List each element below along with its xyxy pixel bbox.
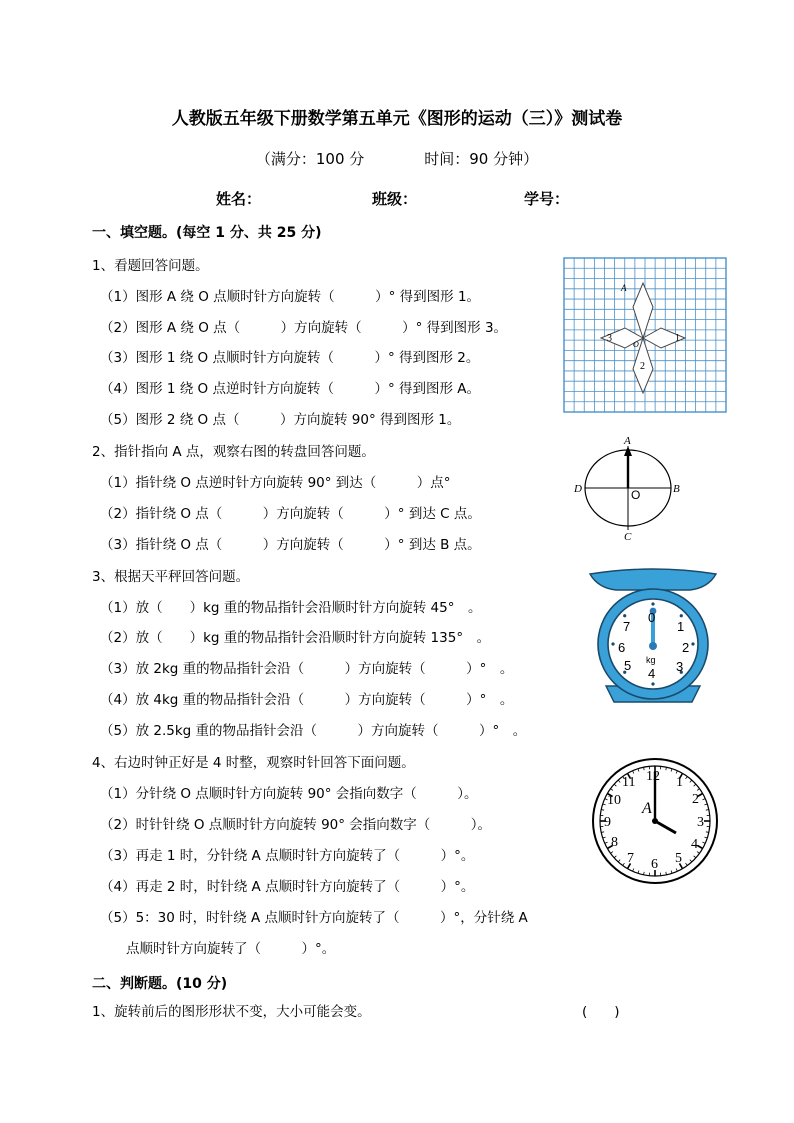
scale-number: 6	[618, 640, 626, 655]
point-c-label: C	[624, 531, 632, 542]
scale-tick	[611, 642, 614, 645]
clock-number: 9	[604, 815, 611, 830]
page-title: 人教版五年级下册数学第五单元《图形的运动（三）》测试卷	[171, 109, 623, 129]
clock-number: 1	[676, 775, 683, 790]
scale-number: 7	[623, 619, 631, 634]
q4-item-1: （1）分针绕 O 点顺时针方向旋转 90° 会指向数字（ ）。	[100, 786, 478, 802]
q1-item-5: （5）图形 2 绕 O 点（ ）方向旋转 90° 得到图形 1。	[100, 412, 461, 428]
q2-item-2: （2）指针绕 O 点（ ）方向旋转（ ）° 到达 C 点。	[100, 506, 481, 522]
q3-stem: 3、根据天平秤回答问题。	[92, 569, 250, 585]
q1-item-4: （4）图形 1 绕 O 点逆时针方向旋转（ ）° 得到图形 A。	[100, 381, 481, 397]
q4-item-4: （4）再走 2 时，时针绕 A 点顺时针方向旋转了（ ）°。	[100, 879, 475, 895]
q3-item-3: （3）放 2kg 重的物品指针会沿（ ）方向旋转（ ）° 。	[100, 661, 514, 677]
clock-a-label: A	[642, 800, 652, 817]
q4-item-5: （5）5：30 时，时针绕 A 点顺时针方向旋转了（ ）°，分针绕 A	[100, 910, 528, 926]
kite-2-label: 2	[640, 361, 645, 372]
center-o-label: O	[633, 340, 639, 349]
clock-number: 12	[646, 769, 660, 784]
name-label: 姓名：	[216, 190, 262, 208]
clock-number: 4	[691, 837, 698, 852]
point-a-label: A	[624, 435, 631, 447]
judge-q1-answer-blank[interactable]: ( )	[582, 1004, 620, 1020]
scale-tick	[623, 614, 626, 617]
clock-number: 5	[675, 851, 682, 866]
q4-item-5-continued: 点顺时针方向旋转了（ ）°。	[126, 941, 336, 957]
q3-item-4: （4）放 4kg 重的物品指针会沿（ ）方向旋转（ ）° 。	[100, 692, 514, 708]
clock-figure	[590, 756, 720, 886]
clock-number: 3	[697, 815, 704, 830]
q1-item-3: （3）图形 1 绕 O 点顺时针方向旋转（ ）° 得到图形 2。	[100, 350, 480, 366]
scale-number: 5	[624, 658, 632, 673]
kite-shapes	[601, 283, 685, 393]
scale-number: 2	[682, 640, 690, 655]
q3-item-2: （2）放（ ）kg 重的物品指针会沿顺时针方向旋转 135° 。	[100, 630, 491, 646]
scale-number: 0	[648, 610, 656, 625]
scale-number: 1	[677, 619, 685, 634]
scale-unit: kg	[646, 655, 656, 665]
full-score: （满分：100 分	[255, 150, 365, 168]
clock-number: 2	[692, 792, 699, 807]
judge-q1: 1、旋转前后的图形形状不变，大小可能会变。	[92, 1004, 371, 1020]
q4-stem: 4、右边时钟正好是 4 时整，观察时针回答下面问题。	[92, 755, 415, 771]
scale-tick	[651, 682, 654, 685]
exam-meta	[0, 148, 794, 169]
q3-item-1: （1）放（ ）kg 重的物品指针会沿顺时针方向旋转 45° 。	[100, 600, 482, 616]
point-b-label: B	[673, 483, 680, 495]
q4-item-3: （3）再走 1 时，分针绕 A 点顺时针方向旋转了（ ）°。	[100, 848, 475, 864]
q1-item-2: （2）图形 A 绕 O 点（ ）方向旋转（ ）° 得到图形 3。	[100, 320, 508, 336]
point-d-label: D	[574, 483, 582, 495]
section-2-heading: 二、判断题。(10 分)	[92, 976, 228, 992]
needle-hub	[649, 642, 657, 650]
q1-item-1: （1）图形 A 绕 O 点顺时针方向旋转（ ）° 得到图形 1。	[100, 289, 481, 305]
q2-item-1: （1）指针绕 O 点逆时针方向旋转 90° 到达（ ）点°	[100, 475, 451, 491]
scale-tick	[691, 642, 694, 645]
rotation-grid-figure	[563, 257, 727, 413]
q1-stem: 1、看题回答问题。	[92, 258, 209, 274]
q2-stem: 2、指针指向 A 点，观察右图的转盘回答问题。	[92, 444, 375, 460]
clock-number: 8	[611, 835, 618, 850]
kite-a-label: A	[621, 283, 627, 293]
section-1-heading: 一、填空题。(每空 1 分、共 25 分)	[92, 225, 322, 241]
kite-1-label: 1	[675, 333, 680, 344]
q2-item-3: （3）指针绕 O 点（ ）方向旋转（ ）° 到达 B 点。	[100, 537, 481, 553]
center-o-label: O	[631, 488, 641, 502]
kite-3-label: 3	[607, 333, 612, 344]
student-number-label: 学号：	[524, 190, 570, 208]
clock-number: 11	[622, 775, 636, 790]
pointer-arrow	[624, 446, 632, 456]
weighing-scale-figure	[588, 566, 718, 706]
q4-item-2: （2）时针针绕 O 点顺时针方向旋转 90° 会指向数字（ ）。	[100, 817, 492, 833]
clock-number: 7	[627, 851, 634, 866]
scale-number: 3	[676, 659, 684, 674]
clock-number: 10	[607, 793, 621, 808]
dial-figure	[568, 432, 688, 542]
scale-tick	[651, 602, 654, 605]
clock-center	[652, 818, 658, 824]
scale-pan	[590, 569, 716, 590]
exam-time: 时间：90 分钟）	[424, 150, 539, 168]
clock-number: 6	[651, 857, 658, 872]
scale-tick	[680, 614, 683, 617]
q3-item-5: （5）放 2.5kg 重的物品指针会沿（ ）方向旋转（ ）° 。	[100, 723, 527, 739]
scale-number: 4	[648, 666, 656, 681]
class-label: 班级：	[372, 190, 418, 208]
